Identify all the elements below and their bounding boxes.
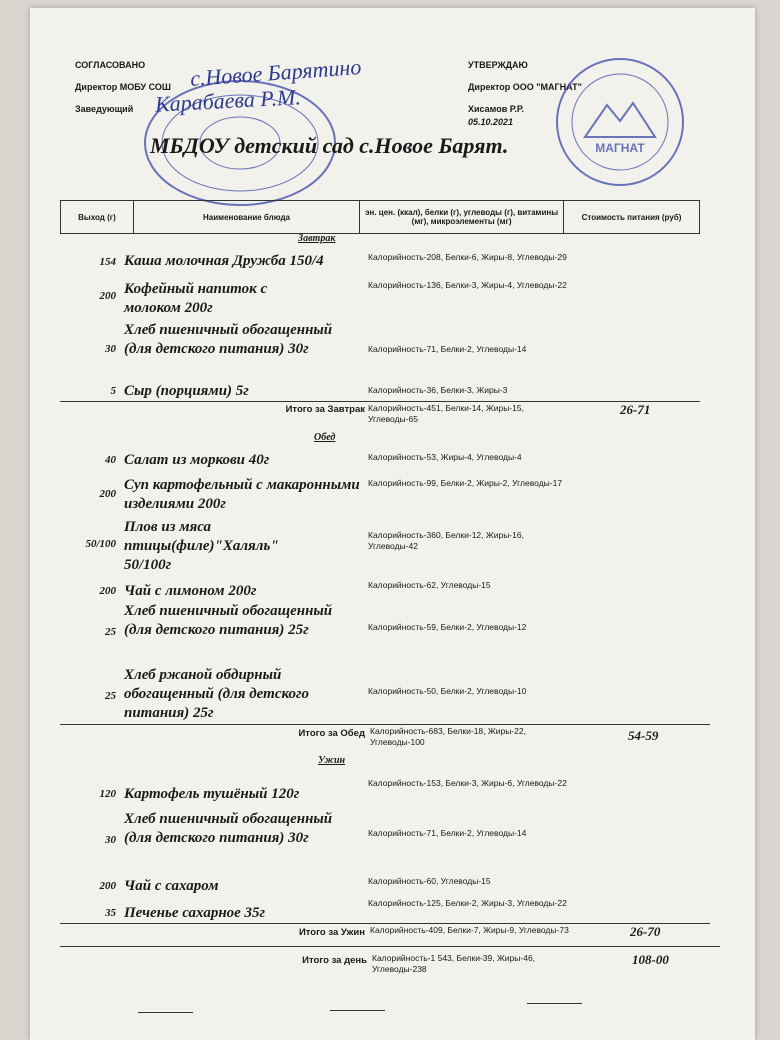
- row-yield: 200: [99, 585, 116, 597]
- row-nutrition: Калорийность-60, Углеводы-15: [368, 876, 491, 886]
- divider: [60, 946, 720, 947]
- table-header: [60, 200, 700, 234]
- row-yield: 25: [105, 626, 116, 638]
- col-dish-header: Наименование блюда: [134, 201, 360, 233]
- stamp-text: МАГНАТ: [595, 141, 645, 155]
- row-yield: 40: [105, 454, 116, 466]
- round-stamp-right: [545, 55, 695, 190]
- total-nutrition: Калорийность-1 543, Белки-39, Жиры-46, Углеводы-238: [372, 953, 536, 974]
- total-cost: 54-59: [628, 728, 659, 743]
- row-nutrition: Калорийность-360, Белки-12, Жиры-16, Углеводы-42: [368, 530, 524, 551]
- row-dish: Суп картофельный с макаронными изделиями 200г: [124, 477, 360, 512]
- row-nutrition: Калорийность-153, Белки-3, Жиры-6, Углеводы-22: [368, 778, 567, 788]
- row-dish: Печенье сахарное 35г: [124, 905, 266, 921]
- handwritten-signature-name: Карабаева Р.М.: [154, 84, 302, 117]
- row-dish: Хлеб ржаной обдирный обогащенный (для детского питания) 25г: [124, 667, 310, 721]
- row-yield: 154: [99, 256, 116, 268]
- row-yield: 35: [105, 907, 116, 919]
- total-cost: 26-71: [620, 402, 651, 417]
- total-cost: 26-70: [630, 924, 661, 939]
- agreed-title: СОГЛАСОВАНО: [75, 60, 146, 70]
- row-yield: 200: [99, 880, 116, 892]
- row-dish: Каша молочная Дружба 150/4: [124, 253, 324, 269]
- divider: [60, 724, 710, 725]
- row-nutrition: Калорийность-71, Белки-2, Углеводы-14: [368, 828, 527, 838]
- row-yield: 25: [105, 690, 116, 702]
- total-cost: 108-00: [632, 952, 669, 967]
- total-label: Итого за Ужин: [298, 927, 365, 938]
- total-nutrition: Калорийность-451, Белки-14, Жиры-15, Углеводы-65: [368, 403, 524, 424]
- signature-line: [138, 1012, 193, 1013]
- row-dish: Картофель тушёный 120г: [124, 786, 300, 802]
- row-dish: Чай с лимоном 200г: [124, 583, 257, 599]
- row-yield: 50/100: [85, 538, 116, 550]
- row-nutrition: Калорийность-99, Белки-2, Жиры-2, Углеводы-17: [368, 478, 563, 488]
- row-nutrition: Калорийность-125, Белки-2, Жиры-3, Углеводы-22: [368, 898, 567, 908]
- approve-title: УТВЕРЖДАЮ: [468, 60, 528, 70]
- section-dinner: Ужин: [318, 755, 346, 766]
- approve-name: Хисамов Р.Р.: [468, 104, 525, 114]
- row-dish: Кофейный напиток с молоком 200г: [124, 281, 268, 316]
- section-breakfast: Завтрак: [298, 233, 336, 244]
- approve-date: 05.10.2021: [468, 117, 514, 127]
- row-dish: Чай с сахаром: [124, 878, 219, 894]
- agreed-director-line: Директор МОБУ СОШ: [75, 82, 171, 92]
- total-label: Итого за Завтрак: [285, 404, 365, 415]
- row-dish: Салат из моркови 40г: [124, 452, 270, 468]
- signature-line: [330, 1010, 385, 1011]
- row-nutrition: Калорийность-36, Белки-3, Жиры-3: [368, 385, 508, 395]
- row-dish: Хлеб пшеничный обогащенный (для детского питания) 30г: [124, 322, 333, 357]
- section-lunch: Обед: [314, 432, 336, 443]
- row-yield: 200: [99, 290, 116, 302]
- row-yield: 30: [105, 834, 116, 846]
- row-yield: 5: [110, 385, 116, 397]
- col-yield-header: Выход (г): [61, 201, 134, 233]
- row-nutrition: Калорийность-50, Белки-2, Углеводы-10: [368, 686, 527, 696]
- total-label: Итого за Обед: [298, 728, 365, 739]
- agreed-head-line: Заведующий: [75, 104, 134, 114]
- total-nutrition: Калорийность-683, Белки-18, Жиры-22, Углеводы-100: [370, 726, 526, 747]
- divider: [60, 923, 710, 924]
- col-cost-header: Стоимость питания (руб): [581, 212, 682, 222]
- col-nutr-header: эн. цен. (ккал), белки (г), углеводы (г), витамины (мг), микроэлементы (мг): [360, 201, 564, 233]
- row-nutrition: Калорийность-71, Белки-2, Углеводы-14: [368, 344, 527, 354]
- divider: [60, 401, 700, 402]
- row-yield: 120: [99, 788, 116, 800]
- row-dish: Плов из мяса птицы(филе)"Халяль" 50/100г: [124, 519, 279, 573]
- row-yield: 30: [105, 343, 116, 355]
- page-title: МБДОУ детский сад с.Новое Барят.: [150, 133, 509, 158]
- row-nutrition: Калорийность-59, Белки-2, Углеводы-12: [368, 622, 527, 632]
- row-yield: 200: [99, 488, 116, 500]
- signature-line: [527, 1003, 582, 1004]
- approve-director-line: Директор ООО "МАГНАТ": [468, 82, 582, 92]
- row-nutrition: Калорийность-62, Углеводы-15: [368, 580, 491, 590]
- row-dish: Хлеб пшеничный обогащенный (для детского питания) 30г: [124, 811, 333, 846]
- row-nutrition: Калорийность-136, Белки-3, Жиры-4, Углеводы-22: [368, 280, 567, 290]
- row-nutrition: Калорийность-53, Жиры-4, Углеводы-4: [368, 452, 522, 462]
- total-label: Итого за день: [302, 955, 367, 966]
- row-nutrition: Калорийность-208, Белки-6, Жиры-8, Углеводы-29: [368, 252, 567, 262]
- row-dish: Хлеб пшеничный обогащенный (для детского питания) 25г: [124, 603, 333, 638]
- total-nutrition: Калорийность-409, Белки-7, Жиры-9, Углеводы-73: [370, 925, 569, 935]
- handwritten-signature: с.Новое Барятино: [189, 54, 363, 91]
- row-dish: Сыр (порциями) 5г: [124, 383, 249, 399]
